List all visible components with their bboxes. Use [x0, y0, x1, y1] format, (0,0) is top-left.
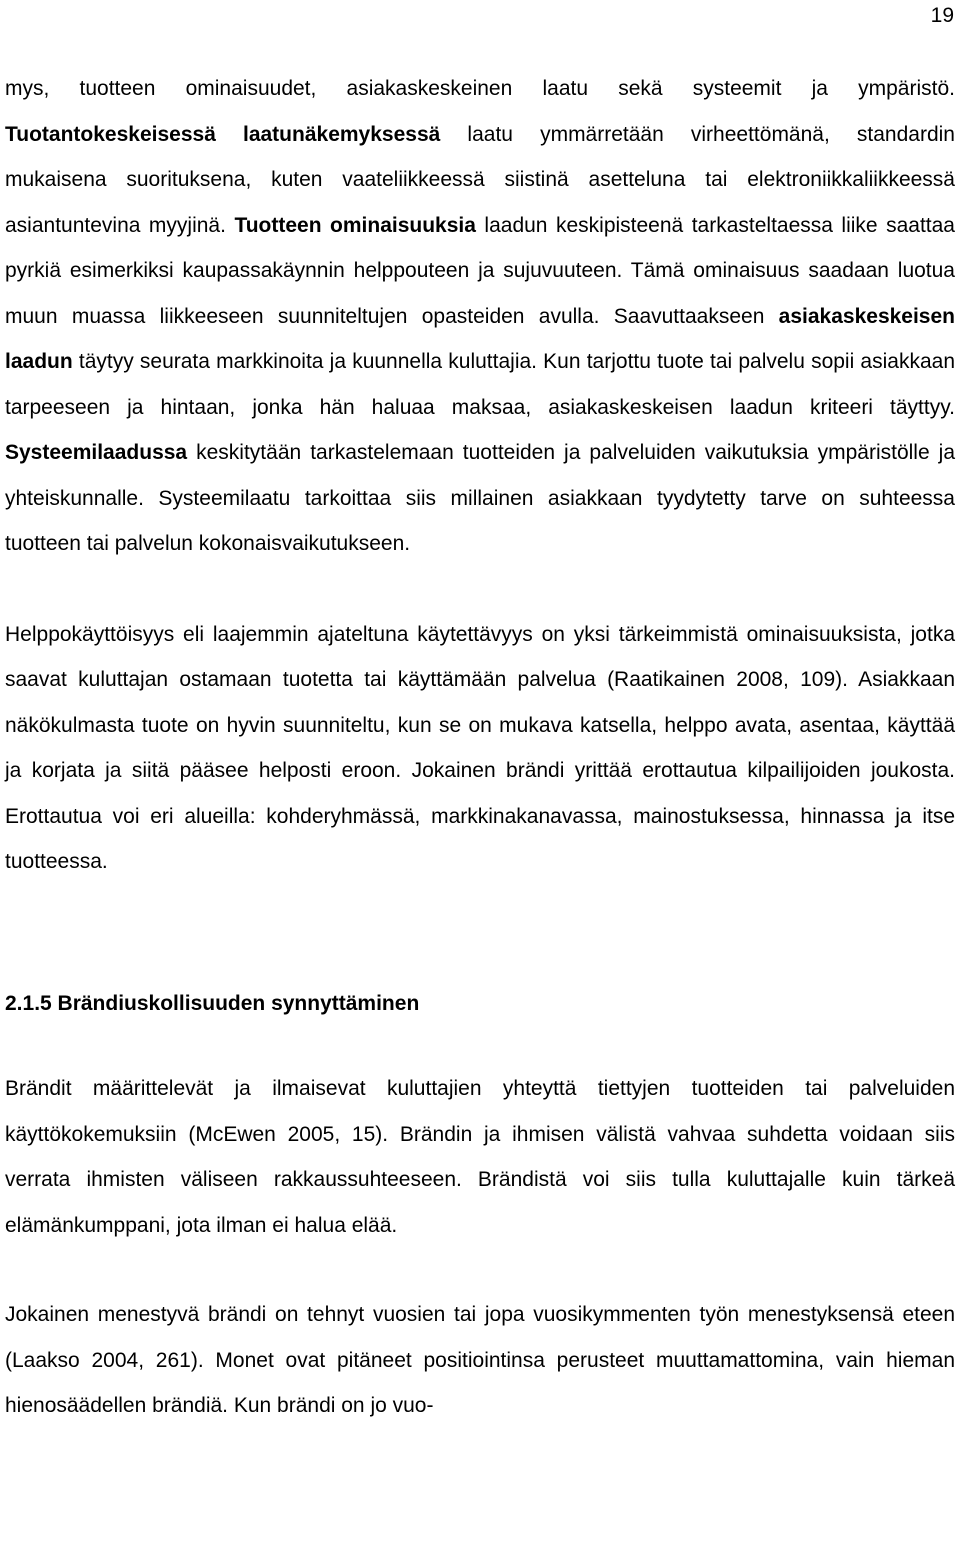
page-number: 19: [930, 4, 954, 27]
paragraph-brand-relationship: Brändit määrittelevät ja ilmaisevat kuluttajien yhteyttä tiettyjen tuotteiden tai palveluiden käyttökokemuksiin (McEwen 2005, 15). Brändin ja ihmisen välistä vahvaa suhdetta voidaan siis verrata ihmisten väliseen rakkaussuhteeseen. Brändistä voi siis tulla kuluttajalle kuin tärkeä elämänkumppani, jota ilman ei halua elää.: [5, 1077, 955, 1237]
text-run: mys, tuotteen ominaisuudet, asiakaskeskeinen laatu sekä systeemit ja ympäristö.: [5, 77, 955, 100]
term-customer-centered-quality: asiakaskeskeisen laadun: [5, 304, 955, 373]
text-run: laadun keskipisteenä tarkasteltaessa liike saattaa pyrkiä esimerkiksi kaupassakäynnin helppouteen ja sujuvuuteen. Tämä ominaisuus saadaan luotua muun muassa liikkeeseen suunniteltujen opasteiden avulla. Saavuttaakseen: [5, 213, 955, 328]
text-run: täytyy seurata markkinoita ja kuunnella kuluttajia. Kun tarjottu tuote tai palvelu sopii asiakkaan tarpeeseen ja hintaan, jonka hän haluaa maksaa, asiakaskeskeisen laadun kriteeri täyttyy.: [5, 350, 955, 419]
term-product-features: Tuotteen ominaisuuksia: [234, 213, 476, 237]
paragraph-successful-brand: Jokainen menestyvä brändi on tehnyt vuosien tai jopa vuosikymmenten työn menestyksensä eteen (Laakso 2004, 261). Monet ovat pitäneet positiointinsa perusteet muuttamattomina, vain hieman hienosäädellen brändiä. Kun brändi on jo vuo-: [5, 1303, 955, 1417]
text-run: keskitytään tarkastelemaan tuotteiden ja palveluiden vaikutuksia ympäristölle ja yhteiskunnalle. Systeemilaatu tarkoittaa siis millainen asiakkaan tyydytetty tarve on suhteessa tuotteen tai palvelun kokonaisvaikutukseen.: [5, 441, 955, 555]
section-heading: 2.1.5 Brändiuskollisuuden synnyttäminen: [5, 991, 420, 1015]
page-body: [5, 66, 955, 1429]
paragraph-usability: [5, 612, 955, 885]
paragraph-quality-views: [5, 66, 955, 567]
text-run: laatu ymmärretään virheettömänä, standardin mukaisena suorituksena, kuten vaateliikkeessä siistinä asetteluna tai elektroniikkaliikkeessä asiantuntevina myyjinä.: [5, 122, 955, 237]
term-production-centered-quality: Tuotantokeskeisessä laatunäkemyksessä: [5, 122, 441, 146]
text-run: Helppokäyttöisyys eli laajemmin ajateltuna käytettävyys on yksi tärkeimmistä ominaisuuksista, jotka saavat kuluttajan ostamaan tuotetta tai käyttämään palvelua (Raatikainen 2008, 109). Asiakkaan näkökulmasta tuote on hyvin suunniteltu, kun se on mukava katsella, helppo avata, asentaa, käyttää ja korjata ja siitä pääsee helposti eroon. Jokainen brändi yrittää erottautua kilpailijoiden joukosta. Erottautua voi eri alueilla: kohderyhmässä, markkinakanavassa, mainostuksessa, hinnassa ja itse tuotteessa.: [5, 622, 955, 873]
term-system-quality: Systeemilaadussa: [5, 441, 188, 464]
